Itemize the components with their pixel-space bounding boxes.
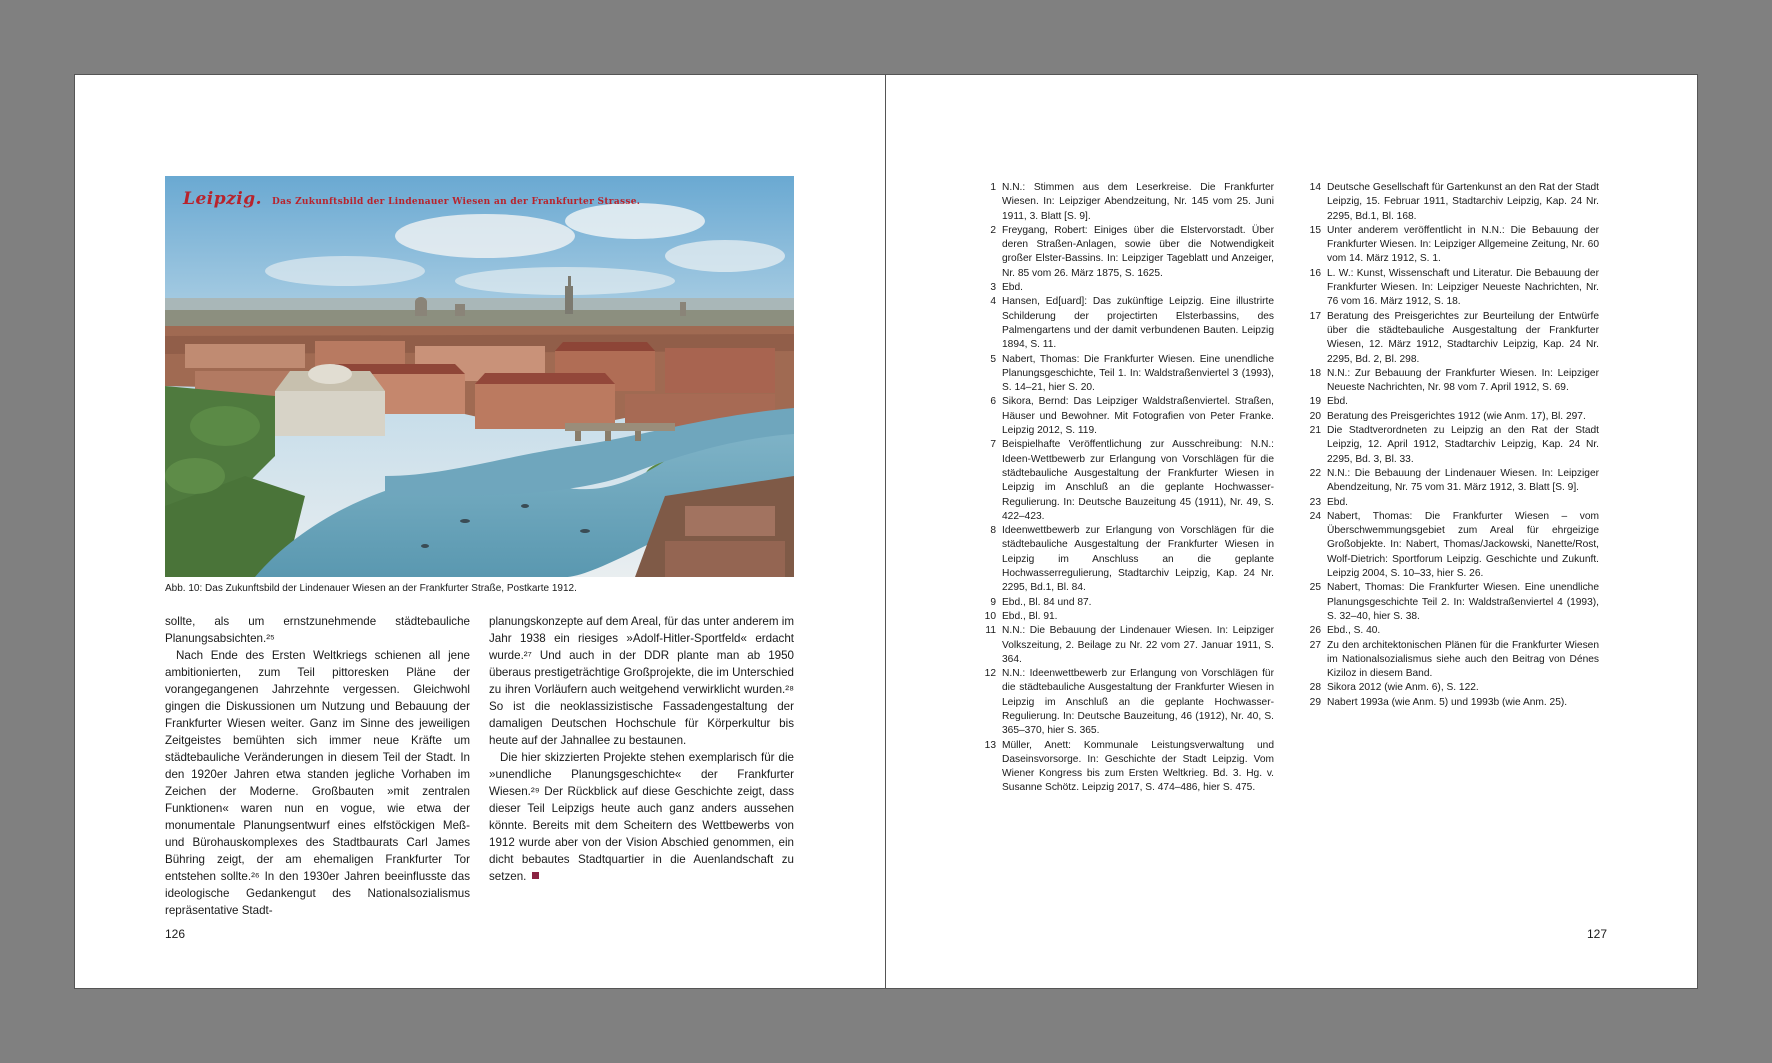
endnote-text: Zu den architektonischen Plänen für die Frankfurter Wiesen im Nationalsozialismus siehe auch den Beitrag von Dénes Kiziloz in diesem Band. [1327,639,1599,680]
endnote [976,438,1274,524]
paragraph: sollte, als um ernstzunehmende städtebauliche Planungsabsichten.²⁵ [165,615,470,645]
endnote-number: 6 [990,396,996,408]
paragraph-text: Die hier skizzierten Projekte stehen exemplarisch für die »unendliche Planungsgeschichte« der Frankfurter Wiesen.²⁹ Der Rückblick auf diese Geschichte zeigt, dass dieser Teil Leipzigs heute auch ganz anders aussehen könnte. Bereits mit dem Scheitern des Wettbewerbs von 1912 wurde aber von der Vision Abschied genommen, ein dicht bebautes Stadtquartier in die Auenlandschaft zu setzen. [489,751,794,883]
endnote-text: Nabert, Thomas: Die Frankfurter Wiesen. Eine unendliche Planungsgeschichte Teil 2. In: Waldstraßenviertel 4 (1993), S. 32–40, hier S. 38. [1327,582,1599,622]
endnote [1301,581,1599,624]
endnote-text: N.N.: Die Bebauung der Lindenauer Wiesen. In: Leipziger Volkszeitung, 2. Beilage zu Nr. 22 vom 27. Januar 1911, S. 364. [1002,625,1274,665]
endnote-number: 15 [1309,224,1321,236]
endnote-text: Ideenwettbewerb zur Erlangung von Vorschlägen für die städtebauliche Ausgestaltung der Frankfurter Wiesen in Leipzig im Anschluss an die geplante Hochwasserregulierung, Stadtarchiv Leipzig, Kap. 24 Nr. 2295, Bd.1, Bl. 84. [1002,525,1274,594]
endnote-number: 20 [1309,410,1321,422]
endnote-number: 29 [1309,696,1321,708]
endnote-text: L. W.: Kunst, Wissenschaft und Literatur. Die Bebauung der Frankfurter Wiesen. In: Leipziger Neueste Nachrichten, Nr. 76 vom 16. März 1912, S. 18. [1327,267,1599,308]
endnote-number: 24 [1309,510,1321,522]
endnote [1301,624,1599,638]
endnote [1301,496,1599,510]
endnote [976,181,1274,224]
endnote-text: N.N.: Zur Bebauung der Frankfurter Wiesen. In: Leipziger Neueste Nachrichten, Nr. 98 vom 7. April 1912, S. 69. [1327,367,1599,394]
endnote-text: Ebd., Bl. 84 und 87. [1002,596,1092,608]
endnote [976,624,1274,667]
endnote-text: Hansen, Ed[uard]: Das zukünftige Leipzig. Eine illustrirte Schilderung der projectirten Elsterbassins, des Palmengartens und der damit verbundenen Bauten. Leipzig 1894, S. 11. [1002,296,1274,351]
endnote [1301,395,1599,409]
endnote [976,739,1274,796]
endnote-number: 14 [1309,182,1321,193]
figure-caption: Abb. 10: Das Zukunftsbild der Lindenauer Wiesen an der Frankfurter Straße, Postkarte 1912. [165,583,577,594]
paragraph [489,749,794,885]
endnote-number: 22 [1309,467,1321,479]
paragraph: planungskonzepte auf dem Areal, für das unter anderem im Jahr 1938 ein riesiges »Adolf-Hitler-Sportfeld« erdacht wurde.²⁷ Und auch in der DDR plante man ab 1950 überaus prestigeträchtige Großprojekte, die im Unterschied zu ihren Vorläufern auch weitgehend verwirklicht wurden.²⁸ So ist die neoklassizistische Fassadengestaltung der damaligen Deutschen Hochschule für Körperkultur bis heute auf der Jahnallee zu bestaunen. [489,615,794,747]
body-column-1 [165,613,470,919]
end-of-article-mark [532,872,539,879]
endnote-text: Beratung des Preisgerichtes 1912 (wie Anm. 17), Bl. 297. [1327,410,1586,422]
endnote-number: 21 [1309,425,1321,437]
endnote-number: 4 [990,296,996,308]
endnotes-column-2 [1301,181,1599,710]
endnote-number: 9 [990,596,996,608]
endnote [976,281,1274,295]
endnote-text: Ebd. [1327,496,1348,508]
endnote [976,610,1274,624]
endnotes-column-1 [976,181,1274,796]
endnote-number: 10 [984,610,996,622]
endnote-text: Sikora, Bernd: Das Leipziger Waldstraßenviertel. Straßen, Häuser und Bewohner. Mit Fotografien von Peter Franke. Leipzig 2012, S. 119. [1002,396,1274,437]
endnote-number: 27 [1309,639,1321,651]
endnote [1301,424,1599,467]
body-column-2 [489,613,794,885]
postcard-title: Leipzig. [183,189,263,209]
endnote-text: Die Stadtverordneten zu Leipzig an den Rat der Stadt Leipzig, 12. April 1912, Stadtarchiv Leipzig, Kap. 24 Nr. 2295, Bd. 3, Bl. 33. [1327,425,1599,465]
endnote [1301,181,1599,224]
endnote-text: Müller, Anett: Kommunale Leistungsverwaltung und Daseinsvorsorge. In: Geschichte der Stadt Leipzig. Vom Wiener Kongress bis zum Ersten Weltkrieg. Bd. 3. Hg. v. Susanne Schötz. Leipzig 2017, S. 474–486, hier S. 475. [1002,739,1274,794]
endnote [976,596,1274,610]
endnote [1301,267,1599,310]
left-page [75,75,885,988]
endnote-text: Beratung des Preisgerichtes zur Beurteilung der Entwürfe über die städtebauliche Ausgestaltung der Frankfurter Wiesen, 12. März 1912, Stadtarchiv Leipzig, Kap. 24 Nr. 2295, Bd. 2, Bl. 298. [1327,310,1599,365]
endnote-number: 3 [990,282,996,294]
endnote-number: 13 [984,739,996,751]
endnote-text: Unter anderem veröffentlicht in N.N.: Die Bebauung der Frankfurter Wiesen. In: Leipziger Allgemeine Zeitung, Nr. 60 vom 14. März 1912, S. 1. [1327,224,1599,265]
endnote [1301,696,1599,710]
right-page [886,75,1697,988]
endnote-number: 18 [1309,367,1321,379]
endnote [1301,639,1599,682]
endnote [1301,467,1599,496]
endnote-text: Nabert 1993a (wie Anm. 5) und 1993b (wie Anm. 25). [1327,696,1568,708]
endnote-text: Ebd. [1002,282,1023,294]
endnote-number: 5 [990,353,996,365]
endnote-number: 8 [990,525,996,537]
endnote-text: Sikora 2012 (wie Anm. 6), S. 122. [1327,682,1479,694]
endnote-number: 17 [1309,310,1321,322]
endnote-text: N.N.: Die Bebauung der Lindenauer Wiesen. In: Leipziger Abendzeitung, Nr. 75 vom 31. März 1912, 3. Blatt [S. 9]. [1327,467,1599,494]
endnote-text: Ebd. [1327,396,1348,408]
endnote [976,353,1274,396]
endnote-number: 2 [990,224,996,236]
endnote-text: Deutsche Gesellschaft für Gartenkunst an den Rat der Stadt Leipzig, 15. Februar 1911, Stadtarchiv Leipzig, Kap. 24 Nr. 2295, Bd.1, Bl. 168. [1327,182,1599,222]
paragraph: Nach Ende des Ersten Weltkriegs schienen all jene ambitionierten, zum Teil pittoresken Pläne der vorangegangenen Jahrzehnte vergessen. Gleichwohl gingen die Diskussionen um Nutzung und Bebauung der Frankfurter Wiesen weiter. Ganz im Sinne des jeweiligen Zeitgeistes bemühten sich immer neue Kräfte um städtebauliche Veränderungen in diesem Teil der Stadt. In den 1920er Jahren etwa standen jegliche Vorhaben im Zeichen der Moderne. Großbauten »mit zentralen Funktionen« waren nun en vogue, wie etwa der monumentale Planungsentwurf eines elfstöckigen Meß- und Bürohauskomplexes des Stadtbaurats Carl James Bühring zeigt, der am ehemaligen Frankfurter Tor entstehen sollte.²⁶ In den 1930er Jahren beeinflusste das ideologische Gedankengut des Nationalsozialismus repräsentative Stadt- [165,649,470,917]
endnote-number: 11 [985,625,996,637]
endnote-number: 25 [1309,582,1321,594]
endnote [976,667,1274,738]
endnote-text: N.N.: Stimmen aus dem Leserkreise. Die Frankfurter Wiesen. In: Leipziger Abendzeitung, Nr. 145 vom 25. Juni 1911, 3. Blatt [S. 9]. [1002,182,1274,222]
postcard-printed-title [183,189,640,209]
page-number-right: 127 [1586,927,1607,941]
endnote-number: 7 [990,439,996,451]
endnote [976,224,1274,281]
postcard-illustration [165,176,794,577]
endnote-text: Freygang, Robert: Einiges über die Elstervorstadt. Über deren Straßen-Anlagen, sowie über die Notwendigkeit großer Elster-Bassins. In: Leipziger Tageblatt und Anzeiger, Nr. 85 vom 26. März 1875, S. 1625. [1002,224,1274,279]
endnote [1301,681,1599,695]
endnote [976,295,1274,352]
endnote-number: 19 [1309,396,1321,408]
page-number-left: 126 [165,927,186,941]
endnote [1301,410,1599,424]
endnote-number: 23 [1309,496,1321,508]
endnote-number: 12 [984,668,996,680]
endnote-number: 28 [1309,682,1321,694]
endnote-text: Ebd., S. 40. [1327,625,1381,637]
endnote-text: Nabert, Thomas: Die Frankfurter Wiesen – vom Überschwemmungsgebiet zum Areal für ehrgeizige Großobjekte. In: Nabert, Thomas/Jackowski, Nanette/Rost, Wolf-Dietrich: Sportforum Leipzig. Geschichte und Zukunft. Leipzig 2004, S. 10–33, hier S. 26. [1327,510,1599,580]
postcard-image [165,176,794,577]
endnote-text: N.N.: Ideenwettbewerb zur Erlangung von Vorschlägen für die städtebauliche Ausgestaltung der Frankfurter Wiesen in Leipzig im Anschluß an die geplante Hochwasser-Regulierung. In: Deutsche Bauzeitung, 46 (1912), Nr. 40, S. 365–370, hier S. 365. [1002,668,1274,737]
endnote [1301,224,1599,267]
endnote-text: Beispielhafte Veröffentlichung zur Ausschreibung: N.N.: Ideen-Wettbewerb zur Erlangung von Vorschlägen für die städtebauliche Ausgestaltung der Frankfurter Wiesen in Leipzig im Anschluß an die geplante Hochwasser-Regulierung. In: Deutsche Bauzeitung 45 (1911), Nr. 49, S. 422–423. [1002,439,1274,522]
postcard-subtitle: Das Zukunftsbild der Lindenauer Wiesen an der Frankfurter Strasse. [272,197,641,207]
endnote-number: 26 [1309,625,1321,637]
endnote-number: 1 [990,182,996,193]
endnote-text: Ebd., Bl. 91. [1002,610,1058,622]
endnote-number: 16 [1309,267,1321,279]
endnote [976,395,1274,438]
endnote [1301,310,1599,367]
endnote [1301,367,1599,396]
endnote [1301,510,1599,581]
endnote [976,524,1274,595]
endnote-text: Nabert, Thomas: Die Frankfurter Wiesen. Eine unendliche Planungsgeschichte, Teil 1. In: Waldstraßenviertel 3 (1993), S. 14–21, hier S. 20. [1002,353,1274,394]
